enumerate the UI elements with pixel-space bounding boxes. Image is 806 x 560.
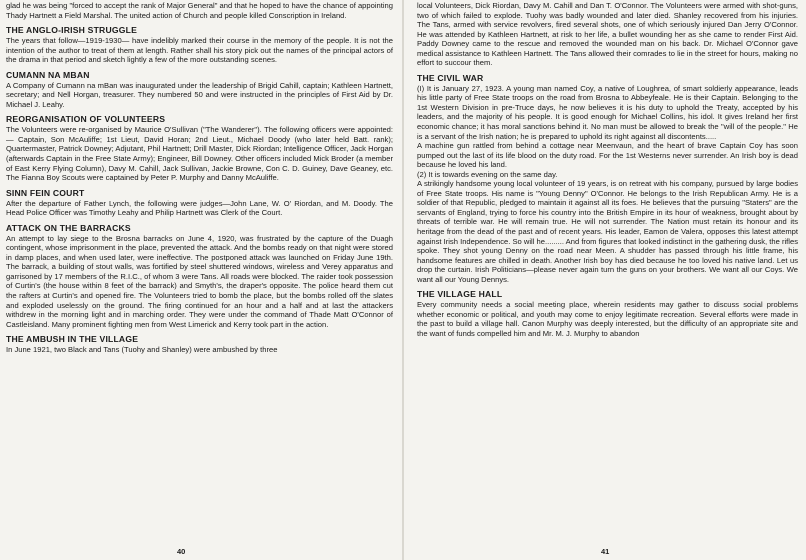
page-number: 40 [177, 547, 186, 556]
section-body-part: (2) It is towards evening on the same day. [417, 169, 558, 179]
section-heading: THE VILLAGE HALL [417, 289, 503, 300]
section-heading: THE AMBUSH IN THE VILLAGE [6, 334, 139, 345]
section-attack-on-barracks [6, 223, 393, 329]
section-heading: THE CIVIL WAR [417, 72, 484, 83]
section-body: In June 1921, two Black and Tans (Tuohy and Shanley) were ambushed by three [6, 345, 278, 355]
section-body: Every community needs a social meeting place, wherein residents may gather to discuss social problems whether economic or political, and youth may come to enjoy legitimate recreation. Several efforts were made in the past to build a village hall. Canon Murphy was deeply interested, but the difficulty of an appropriate site and the want of funds compelled him and Mr. M. J. Murphy to abandon [417, 300, 798, 338]
section-anglo-irish-struggle [6, 25, 393, 65]
section-body: After the departure of Father Lynch, the following were judges—John Lane, W. O' Riordan, and M. Doody. The Head Police Officer was Timothy Leahy and Philip Hartnett was Clerk of the Court. [6, 198, 393, 218]
right-intro-paragraph: local Volunteers, Dick Riordan, Davy M. Cahill and Dan T. O'Connor. The Volunteers were armed with shot-guns, two of which failed to explode. Tuohy was badly wounded and later died. Shanley recovered from his injuries. The Tans, armed with service revolvers, fired several shots, one of which seriously injured Dan Jerry O'Connor. He was attended by Kathleen Hartnett, at risk to her life, a bullet wounding her as she came to render First Aid. Paddy Downey came to the rescue and removed the wounded man on his back. Dr. Michael O'Connor gave medical assistance to Kathleen Hartnett. The Tans allowed their comrades to lie in the street for hours, making no effort to succour them. [417, 1, 798, 68]
section-heading: CUMANN NA MBAN [6, 69, 90, 80]
section-heading: ATTACK ON THE BARRACKS [6, 222, 131, 233]
section-heading: SINN FEIN COURT [6, 187, 85, 198]
section-heading: REORGANISATION OF VOLUNTEERS [6, 114, 166, 125]
section-civil-war [417, 73, 798, 284]
section-village-hall [417, 289, 798, 338]
section-body: A Company of Cumann na mBan was inaugurated under the leadership of Brigid Cahill, captain; Kathleen Hartnett, secretary; and Nell Horgan, treasurer. They numbered 50 and were instructed in the principles of First Aid by Dr. Michael J. Leahy. [6, 80, 393, 109]
section-body: The Volunteers were re-organised by Maurice O'Sullivan ("The Wanderer"). The following officers were appointed:— Captain, Son McAuliffe; 1st Lieut, David Horan; 2nd Lieut., Michael Doody (who later held Batt. rank); Quartermaster, Patrick Downey; Adjutant, Phil Hartnett; Drill Master, Dick Riordan; Intelligence Officer, Jack Horgan (afterwards Captain in the Free State Army); Engineer, Bill Downey. Other officers included Mick Broder (a member of East Kerry Flying Column), Davy M. Cahill, Jack Sullivan, Jackie Browne, Con C. D. Guiney, Dave Geaney, etc. The Fianna Boy Scouts were captained by Peter P. Murphy and Danny McAuliffe. [6, 125, 393, 183]
left-intro-paragraph: glad he was being "forced to accept the rank of Major General" and that he hoped to have the chance of appointing Thady Hartnett a Field Marshal. The united action of Church and people killed Conscription in Ireland. [6, 1, 393, 20]
right-page [403, 0, 806, 560]
section-body: The years that follow—1919-1930— have indelibly marked their course in the memory of the people. It is not the intention of the author to treat of them at length. Rather shall his story pick out the names of the principal actors of the drama in that period and sketch lightly a few of the more outstanding scenes. [6, 36, 393, 65]
section-ambush-in-village [6, 334, 393, 355]
section-body-part: A strikingly handsome young local volunteer of 19 years, is on retreat with his company, pursued by large bodies of Free State troops. His name is "Young Denny" O'Connor. He belongs to the Irish Republican Army. He is a soldier of that Republic, pledged to maintain it against all its foes. He believes that the pursuing "Staters" are the servants of England, trying to force his country into the British Empire in its hour of weakness, brought about by threats of terrible war. He will remain true. He will not surrender. The Nation must retain its honour and its heritage from the dead of the past and of recent years. His leader, Eamon de Valera, opposes this latest attempt against Irish Independence. So will he......... And from figures that looked indistinct in the gathering dusk, the rifles spoke. They shot young Denny on the road near Meen. A shudder has passed through his little frame, his handsome features are chilled in death. Another Irish boy has died because he too loved his native land. Let us drop the curtain. Irish Politicians—please never again turn the guns on your brothers. We want all our Coys. We want all our Young Dennys. [417, 179, 798, 284]
section-sinn-fein-court [6, 188, 393, 218]
section-cumann-na-mban [6, 70, 393, 110]
section-heading: THE ANGLO-IRISH STRUGGLE [6, 25, 137, 36]
page-number: 41 [601, 547, 610, 556]
section-body: An attempt to lay siege to the Brosna barracks on June 4, 1920, was frustrated by the capture of the Duagh contingent, whose imprisonment in the place, prevented the attack. And the bombs ready on that night were stored in damp places, and when used later, were ineffective. The postponed attack was launched on Friday June 19th. The barrack, a building of stout walls, was fortified by steel shuttered windows, wireless and Verey apparatus and garrisoned by 17 members of the R.I.C., of whom 3 were Tans. All roads were blocked. The raider took possession of Curtin's (the house within 8 feet of the barrack) and Smyth's, the draper's opposite. The police heard them cut the rafters at Curtin's and opened fire. The Volunteers tried to bomb the place, but the bombs rolled off the slates and exploded uselessly on the ground. The firing continued for an hour and a half and at last the attackers withdrew in the morning light and in marching order. They were under the command of Thade Matt O'Connor of Castleisland. Many prominent fighting men from West Limerick and Kerry took part in the action. [6, 233, 393, 329]
section-body-part: A machine gun rattled from behind a cottage near Meenvaun, and the heart of brave Captain Coy has soon pumped out the last of its life blood on the duty road. For the 1st Westerns never surrender. An Irish boy is dead because he loved his land. [417, 141, 798, 170]
section-body: (I) It is January 27, 1923. A young man named Coy, a native of Loughrea, of smart soldierly appearance, leads his little party of Free State troops on the road from Brosna to Abbeyfeale. He is their Captain. Belonging to the 1st Western Division in pre-Truce days, he now believes it is his duty to uphold the Treaty, accepted by his leaders, and the majority of his people. It is good enough for Michael Collins, his idol. It gives Ireland her first economic chance; it has moral sanctions behind it. No man must be allowed to break the "will of the people." He is a servant of the Irish nation; he is prepared to uphold its right against all discontents..... [417, 83, 798, 141]
section-reorganisation [6, 114, 393, 182]
